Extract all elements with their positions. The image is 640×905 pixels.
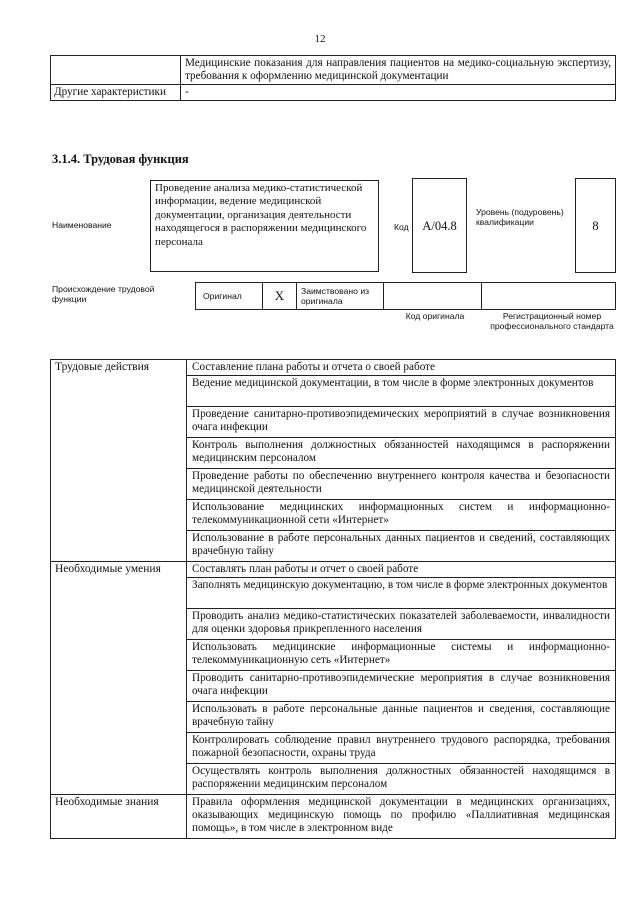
category-label: Необходимые знания xyxy=(51,795,187,839)
list-item: Использовать медицинские информационные системы и информационно-телекоммуникационную сеть «Интернет» xyxy=(187,640,616,671)
borrowed-label: Заимствовано из оригинала xyxy=(297,283,384,310)
table-row xyxy=(51,56,616,85)
list-item: Осуществлять контроль выполнения должностных обязанностей находящимся в распоряжении медицинским персоналом xyxy=(187,764,616,795)
continuation-table xyxy=(50,55,616,101)
list-item: Контроль выполнения должностных обязанностей находящимся в распоряжении медицинским персоналом xyxy=(187,438,616,469)
list-item: Ведение медицинской документации, в том числе в форме электронных документов xyxy=(187,376,616,407)
list-item: Использование медицинских информационных систем и информационно-телекоммуникационной сети «Интернет» xyxy=(187,500,616,531)
category-label: Трудовые действия xyxy=(51,360,187,562)
row-label: Другие характеристики xyxy=(51,85,181,101)
original-code-caption: Код оригинала xyxy=(405,311,465,321)
list-item: Проведение санитарно-противоэпидемических мероприятий в случае возникновения очага инфекции xyxy=(187,407,616,438)
function-details-table xyxy=(50,359,616,839)
origin-label: Происхождение трудовой функции xyxy=(52,284,155,304)
function-code: A/04.8 xyxy=(412,178,467,273)
name-label: Наименование xyxy=(52,220,112,230)
qualification-level: 8 xyxy=(575,178,616,273)
list-item: Использование в работе персональных данных пациентов и сведений, составляющих врачебную тайну xyxy=(187,531,616,562)
original-code-cell xyxy=(384,283,482,310)
reg-number-caption: Регистрационный номер профессионального стандарта xyxy=(490,311,614,331)
section-heading: 3.1.4. Трудовая функция xyxy=(52,152,189,166)
original-mark: X xyxy=(263,283,297,310)
table-row xyxy=(51,85,616,101)
list-item: Составление плана работы и отчета о своей работе xyxy=(187,360,616,376)
original-label: Оригинал xyxy=(196,283,263,310)
row-label xyxy=(51,56,181,85)
list-item: Использовать в работе персональные данные пациентов и сведения, составляющие врачебную тайну xyxy=(187,702,616,733)
origin-table xyxy=(195,282,616,310)
list-item: Заполнять медицинскую документацию, в том числе в форме электронных документов xyxy=(187,578,616,609)
list-item: Проводить анализ медико-статистических показателей заболеваемости, инвалидности для оценки здоровья прикрепленного населения xyxy=(187,609,616,640)
category-label: Необходимые умения xyxy=(51,562,187,795)
code-label: Код xyxy=(394,222,409,232)
page-number: 12 xyxy=(314,33,326,45)
reg-number-cell xyxy=(482,283,616,310)
list-item: Проводить санитарно-противоэпидемические мероприятия в случае возникновения очага инфекции xyxy=(187,671,616,702)
table-row xyxy=(51,360,616,376)
level-label: Уровень (подуровень) квалификации xyxy=(476,207,564,227)
list-item: Проведение работы по обеспечению внутреннего контроля качества и безопасности медицинской деятельности xyxy=(187,469,616,500)
list-item: Контролировать соблюдение правил внутреннего трудового распорядка, требования пожарной безопасности, охраны труда xyxy=(187,733,616,764)
table-row xyxy=(51,795,616,839)
row-value: - xyxy=(181,85,616,101)
table-row xyxy=(51,562,616,578)
list-item: Составлять план работы и отчет о своей работе xyxy=(187,562,616,578)
list-item: Правила оформления медицинской документации в медицинских организациях, оказывающих медицинскую помощь по профилю «Паллиативная медицинская помощь», в том числе в электронном виде xyxy=(187,795,616,839)
function-name: Проведение анализа медико-статистической информации, ведение медицинской документации, организация деятельности находящегося в распоряжении медицинского персонала xyxy=(150,180,379,272)
row-value: Медицинские показания для направления пациентов на медико-социальную экспертизу, требования к оформлению медицинской документации xyxy=(181,56,616,85)
